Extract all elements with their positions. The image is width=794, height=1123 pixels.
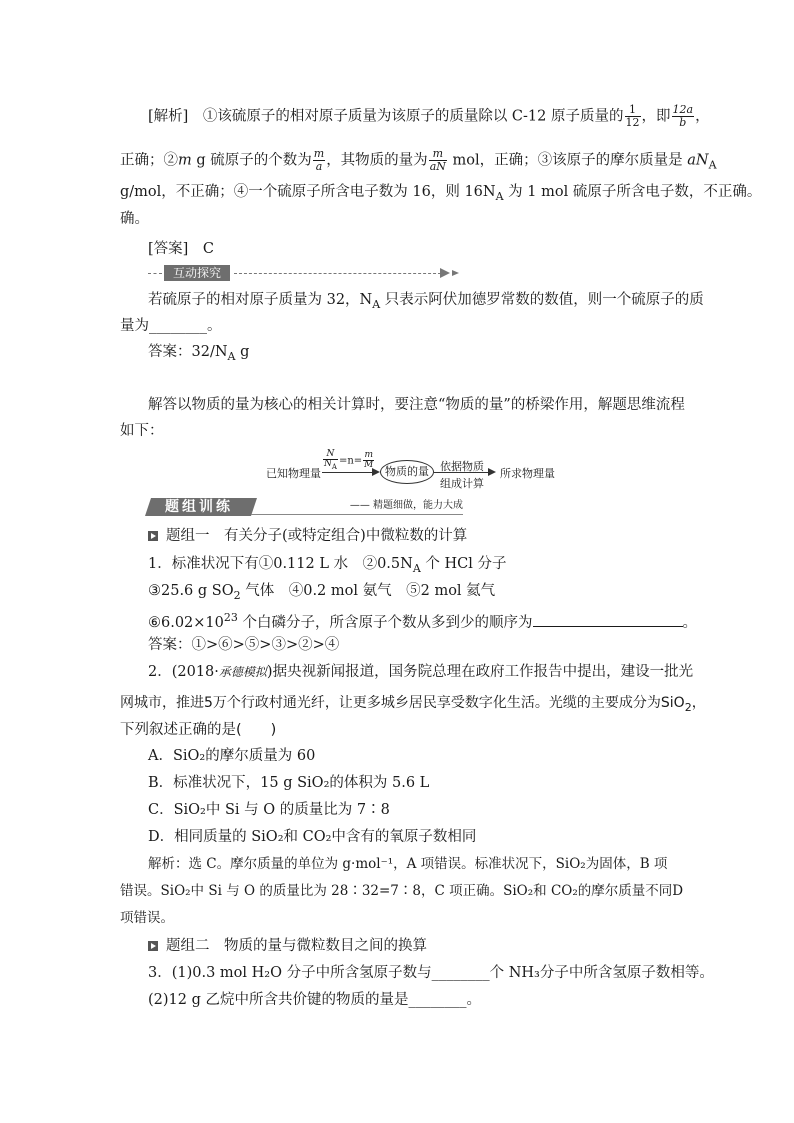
option-c[interactable]: C．SiO₂中 Si 与 O 的质量比为 7∶8: [148, 802, 390, 818]
flow-known: 已知物理量: [266, 467, 321, 480]
explore-question-1: 若硫原子的相对原子质量为 32，$N_A$ 只表示阿伏加德罗常数的数值，则一个硫原子的质: [148, 292, 704, 311]
q3-line-2: (2)12 g 乙烷中所含共价键的物质的量是________。: [148, 992, 481, 1008]
q2-line-2: 网城市，推进5万个行政村通光纤，让更多城乡居民享受数字化生活。光缆的主要成分为SiO$_2$，: [120, 695, 706, 714]
explanation-line-3: 项错误。: [120, 910, 174, 926]
q3-line-1: 3．(1)0.3 mol H₂O 分子中所含氢原子数与________个 NH₃分子中所含氢原子数相等。: [148, 965, 714, 981]
flow-basis-1: 依据物质: [440, 460, 484, 473]
arrow-icon: [488, 468, 496, 476]
option-d[interactable]: D．相同质量的 SiO₂和 CO₂中含有的氧原子数相同: [148, 829, 477, 845]
fraction-1-12: $\frac{1}{12}$: [625, 103, 640, 129]
play-icon: [148, 941, 158, 951]
arrow-icon: [452, 270, 459, 276]
fraction-m-a: $\frac{m}{a}$: [313, 147, 325, 173]
q1-line-1: 1．标准状况下有①0.112 L 水 $②0.5N_A$ 个 HCl 分子: [148, 556, 507, 575]
arrow-icon: [440, 268, 450, 278]
fraction-m-aNA: $\frac{m}{aN}$: [429, 147, 446, 173]
play-icon: [148, 531, 158, 541]
section-banner: [145, 498, 463, 516]
analysis-line-3: g/mol，不正确；④一个硫原子所含电子数为 16，则 $16N_A$ 为 1 mol 硫原子所含电子数，不正确。: [120, 184, 762, 203]
flow-formula: $\frac{N}{N_A}$ =n= $\frac{m}{M}$: [324, 449, 374, 471]
flow-basis-2: 组成计算: [440, 477, 484, 490]
section-subtitle: —— 精题细做，能力大成: [349, 500, 463, 511]
explanation-line-2: 错误。SiO₂中 Si 与 O 的质量比为 28∶32=7∶8，C 项正确。SiO₂和 CO₂的摩尔质量不同D: [120, 883, 684, 899]
option-a[interactable]: A．SiO₂的摩尔质量为 60: [148, 748, 316, 764]
section-title: 题组训练: [165, 499, 233, 515]
explore-title: 互动探究: [164, 265, 230, 281]
flow-result: 所求物理量: [500, 467, 555, 480]
explanation-line-1: 解析：选 C。摩尔质量的单位为 g·mol⁻¹，A 项错误。标准状况下，SiO₂为固体，B 项: [148, 856, 668, 872]
group1-title: 题组一 有关分子(或特定组合)中微粒数的计算: [148, 525, 467, 547]
flow-diagram: [266, 448, 566, 494]
analysis-label: [解析]: [148, 108, 189, 125]
q2-line-1: 2．(2018·承德模拟)据央视新闻报道，国务院总理在政府工作报告中提出，建设一批光: [148, 664, 694, 680]
analysis-line-1: [解析] ①该硫原子的相对原子质量为该原子的质量除以 C-12 原子质量的 $\frac{1}{12}$ ，即 $\frac{12a}{b}$ ，: [148, 103, 710, 129]
arrow-icon: [372, 468, 380, 476]
q1-line-2: ③25.6 g $SO_2$ 气体 ④0.2 mol 氨气 ⑤2 mol 氦气: [148, 583, 496, 602]
tip-line-2: 如下：: [120, 423, 164, 439]
analysis-line-2: 正确；②m g 硫原子的个数为 $\frac{m}{a}$ ，其物质的量为 $\frac{m}{aN}$ mol，正确；③该原子的摩尔质量是 $aN_A$: [120, 147, 717, 173]
q1-answer: 答案：①>⑥>⑤>③>②>④: [148, 637, 340, 653]
explore-question-2: 量为________。: [120, 318, 222, 334]
answer-line: [答案] C: [148, 241, 214, 257]
fraction-12a-b: $\frac{12a}{b}$: [672, 103, 694, 129]
option-b[interactable]: B．标准状况下，15 g SiO₂的体积为 5.6 L: [148, 775, 430, 791]
q2-line-3: 下列叙述正确的是( ): [120, 722, 277, 738]
group2-title: 题组二 物质的量与微粒数目之间的换算: [148, 935, 427, 957]
explore-answer: 答案：$32/N_A$ g: [148, 344, 250, 363]
analysis-line-4: 确。: [120, 211, 149, 227]
q1-line-3: $⑥6.02\times 10^{23}$ 个白磷分子，所含原子个数从多到少的顺序为 。: [148, 611, 697, 631]
answer-blank[interactable]: [533, 612, 683, 627]
flow-center: 物质的量: [380, 460, 434, 484]
explore-header: [148, 265, 464, 281]
tip-line-1: 解答以物质的量为核心的相关计算时，要注意“物质的量”的桥梁作用，解题思维流程: [148, 397, 685, 413]
answer-value: C: [202, 241, 214, 257]
